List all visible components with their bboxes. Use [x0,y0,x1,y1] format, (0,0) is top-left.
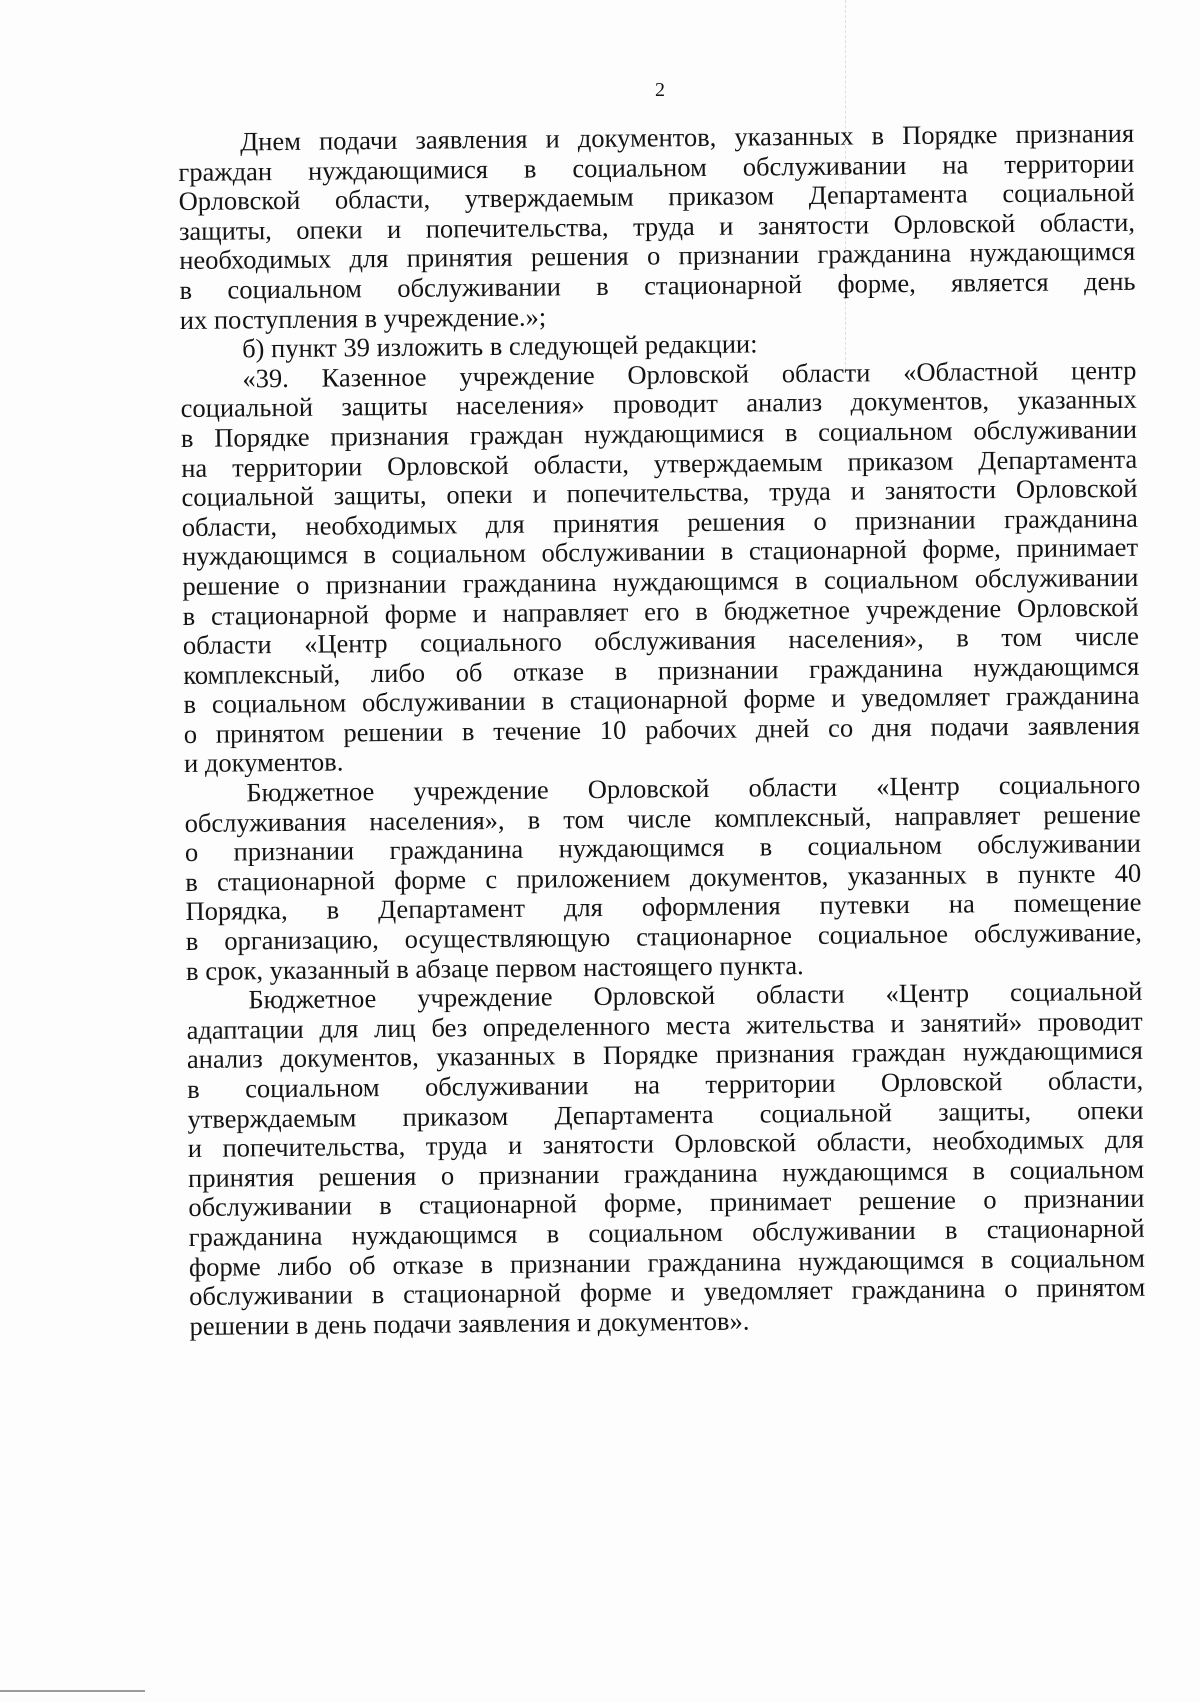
text-line: Порядка, в Департамент для оформления путевки на помещение [185,887,1142,927]
text-line: защиты, опеки и попечительства, труда и занятости Орловской области, [178,206,1136,246]
text-line: решение о признании гражданина нуждающимся в социальном обслуживании [182,561,1139,601]
page-number: 2 [655,79,665,101]
text-line: в организацию, осуществляющую стационарное социальное обслуживание, [185,916,1142,956]
text-line: социальной защиты населения» проводит анализ документов, указанных [180,384,1137,424]
text-line: области «Центр социального обслуживания населения», в том числе [182,620,1140,661]
text-line: принятия решения о признании гражданина нуждающимся в социальном [187,1153,1145,1193]
paragraph-1 [178,119,1136,335]
text-line: анализ документов, указанных в Порядке признания граждан нуждающимися [186,1035,1144,1075]
text-line: в стационарной форме с приложением документов, указанных в пункте 40 [185,857,1142,897]
text-line: Днем подачи заявления и документов, указанных в Порядке признания [239,117,1135,157]
text-line: необходимых для принятия решения о признании гражданина нуждающимся [179,236,1136,276]
text-line: Бюджетное учреждение Орловской области «Центр социальной [248,976,1143,1015]
text-line: и документов. [183,746,344,779]
text-line: Орловской области, утверждаемым приказом Департамента социальной [178,177,1135,217]
paragraph-3 [180,356,1140,779]
paragraph-5 [186,977,1145,1341]
text-line: форме либо об отказе в признании гражданина нуждающимся в социальном [188,1242,1146,1282]
text-line: социальной защиты, опеки и попечительства, труда и занятости Орловской [181,472,1138,513]
scan-edge-mark [0,1690,145,1692]
text-line: гражданина нуждающимся в социальном обслуживании в стационарной [188,1212,1145,1252]
text-line: области, необходимых для принятия решения о признании гражданина [181,502,1138,542]
paragraph-4 [184,770,1142,986]
text-line: б) пункт 39 изложить в следующей редакции: [241,328,758,364]
text-line: обслуживании в стационарной форме, принимает решение о признании [188,1183,1145,1223]
text-line: и попечительства, труда и занятости Орловской области, необходимых для [187,1123,1144,1164]
text-line: в стационарной форме и направляет его в бюджетное учреждение Орловской [182,591,1139,631]
text-line: в социальном обслуживании в стационарной форме, является день [179,265,1136,305]
text-line: о признании гражданина нуждающимся в социальном обслуживании [184,828,1142,868]
text-line: утверждаемым приказом Департамента социальной защиты, опеки [187,1094,1144,1134]
text-line: их поступления в учреждение.»; [179,301,547,335]
text-line: в социальном обслуживании на территории Орловской области, [187,1064,1144,1104]
text-line: граждан нуждающимися в социальном обслуживании на территории [178,147,1135,187]
text-line: в Порядке признания граждан нуждающимися в социальном обслуживании [180,413,1138,453]
text-line: обслуживания населения», в том числе комплексный, направляет решение [184,798,1141,838]
text-line: о принятом решении в течение 10 рабочих дней со дня подачи заявления [183,709,1140,749]
text-line: комплексный, либо об отказе в признании гражданина нуждающимся [183,650,1140,690]
document-body [178,119,1146,1341]
text-line: решении в день подачи заявления и документов». [189,1305,750,1341]
text-line: нуждающимся в социальном обслуживании в стационарной форме, принимает [181,532,1139,572]
text-line: в срок, указанный в абзаце первом настоящего пункта. [185,949,804,986]
text-line: «39. Казенное учреждение Орловской области «Областной центр [242,354,1137,394]
text-line: обслуживании в стационарной форме и уведомляет гражданина о принятом [189,1271,1146,1312]
text-line: на территории Орловской области, утверждаемым приказом Департамента [181,443,1138,483]
text-line: в социальном обслуживании в стационарной форме и уведомляет гражданина [183,680,1140,720]
text-line: Бюджетное учреждение Орловской области «Центр социального [246,768,1141,808]
text-line: адаптации для лиц без определенного места жительства и занятий» проводит [186,1005,1143,1045]
